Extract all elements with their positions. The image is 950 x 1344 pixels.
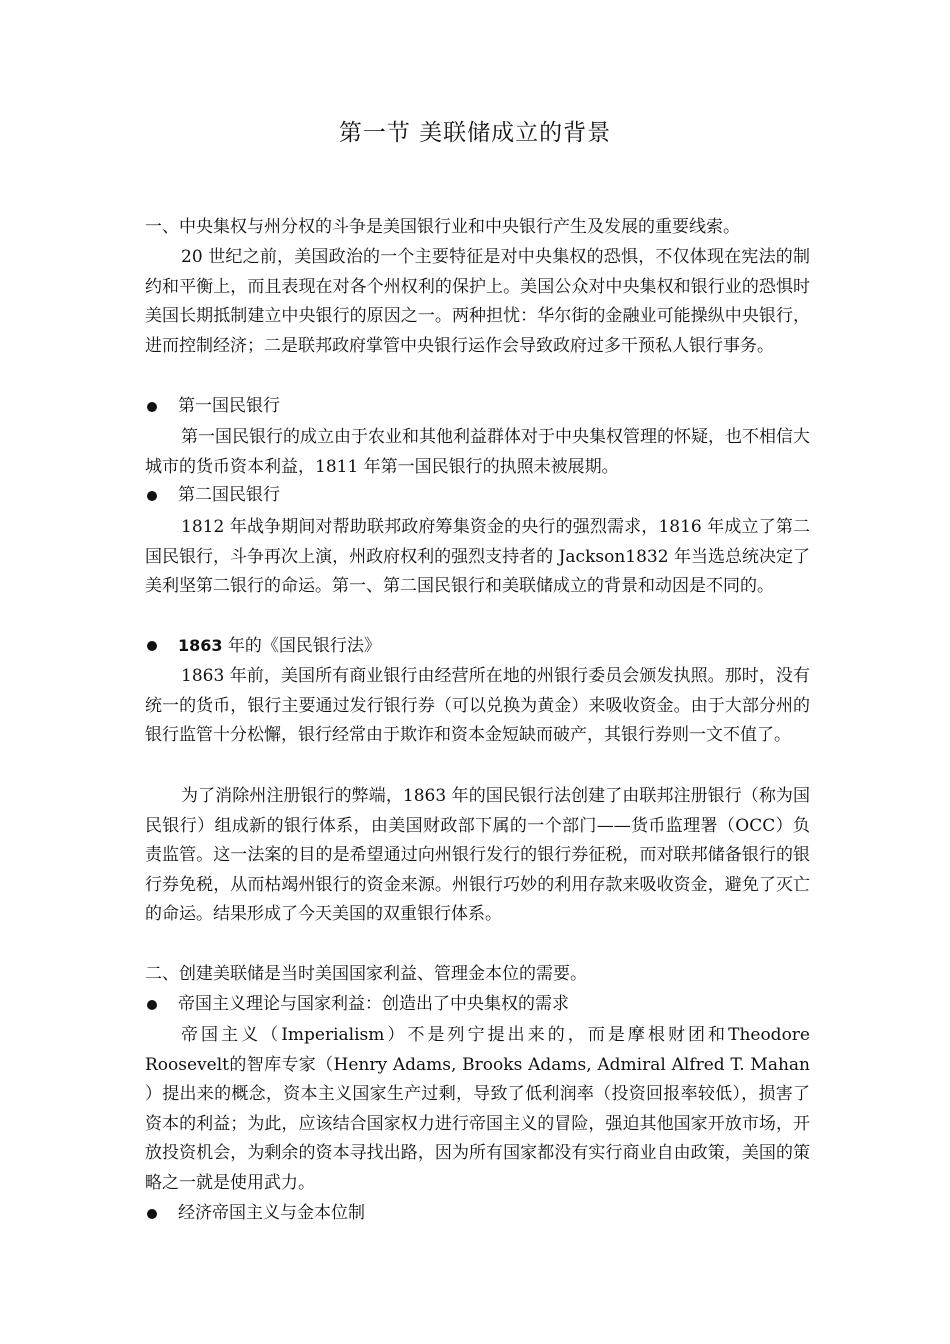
- bullet-dot-icon: [147, 1209, 157, 1219]
- paragraph-imperialism: 帝国主义（Imperialism）不是列宁提出来的，而是摩根财团和Theodore Roosevelt的智库专家（Henry Adams, Brooks Adams, Admiral Alfred T. Mahan ）提出来的概念，资本主义国家生产过剩，导致了低利润率（投资回报率较低），损害了资本的利益；为此，应该结合国家权力进行帝国主义的冒险，强迫其他国家开放市场，开放投资机会，为剩余的资本寻找出路，因为所有国家都没有实行商业自由政策，美国的策略之一就是使用武力。: [145, 1025, 810, 1193]
- bullet-dot-icon: [147, 1000, 157, 1010]
- paragraph-national-bank-act-1: 1863 年前，美国所有商业银行由经营所在地的州银行委员会颁发执照。那时，没有统一的货币，银行主要通过发行银行券（可以兑换为黄金）来吸收资金。由于大部分州的银行监管十分松懈，银行经常由于欺诈和资本金短缺而破产，其银行券则一文不值了。: [145, 666, 810, 745]
- bullet-dot-icon: [147, 641, 157, 651]
- section-2-heading: 二、创建美联储是当时美国国家利益、管理金本位的需要。: [145, 964, 587, 984]
- bullet-year: 1863: [178, 636, 223, 655]
- bullet-label: 帝国主义理论与国家利益：创造出了中央集权的需求: [178, 994, 569, 1014]
- bullet-label: 经济帝国主义与金本位制: [178, 1203, 365, 1223]
- bullet-dot-icon: [147, 402, 157, 412]
- paragraph-national-bank-act-2: 为了消除州注册银行的弊端，1863 年的国民银行法创建了由联邦注册银行（称为国民银行）组成新的银行体系，由美国财政部下属的一个部门——货币监理署（OCC）负责监管。这一法案的目的是希望通过向州银行发行的银行券征税，而对联邦储备银行的银行券免税，从而枯竭州银行的资金来源。州银行巧妙的利用存款来吸收资金，避免了灭亡的命运。结果形成了今天美国的双重银行体系。: [145, 786, 810, 924]
- bullet-label: 第二国民银行: [178, 485, 280, 505]
- section-1-heading: 一、中央集权与州分权的斗争是美国银行业和中央银行产生及发展的重要线索。: [145, 217, 740, 237]
- section-1-intro: 20 世纪之前，美国政治的一个主要特征是对中央集权的恐惧，不仅体现在宪法的制约和平衡上，而且表现在对各个州权利的保护上。美国公众对中央集权和银行业的恐惧时美国长期抵制建立中央银行的原因之一。两种担忧：华尔街的金融业可能操纵中央银行，进而控制经济；二是联邦政府掌管中央银行运作会导致政府过多干预私人银行事务。: [145, 247, 810, 356]
- paragraph-second-national-bank: 1812 年战争期间对帮助联邦政府筹集资金的央行的强烈需求，1816 年成立了第二国民银行，斗争再次上演，州政府权利的强烈支持者的 Jackson1832 年当选总统决定了美利坚第二银行的命运。第一、第二国民银行和美联储成立的背景和动因是不同的。: [145, 517, 810, 596]
- paragraph-first-national-bank: 第一国民银行的成立由于农业和其他利益群体对于中央集权管理的怀疑，也不相信大城市的货币资本利益，1811 年第一国民银行的执照未被展期。: [145, 427, 810, 477]
- bullet-label: 第一国民银行: [178, 396, 280, 416]
- bullet-label: [178, 631, 381, 662]
- bullet-dot-icon: [147, 491, 157, 501]
- page-title: 第一节 美联储成立的背景: [338, 120, 612, 146]
- bullet-label-rest: 年的《国民银行法》: [222, 636, 381, 656]
